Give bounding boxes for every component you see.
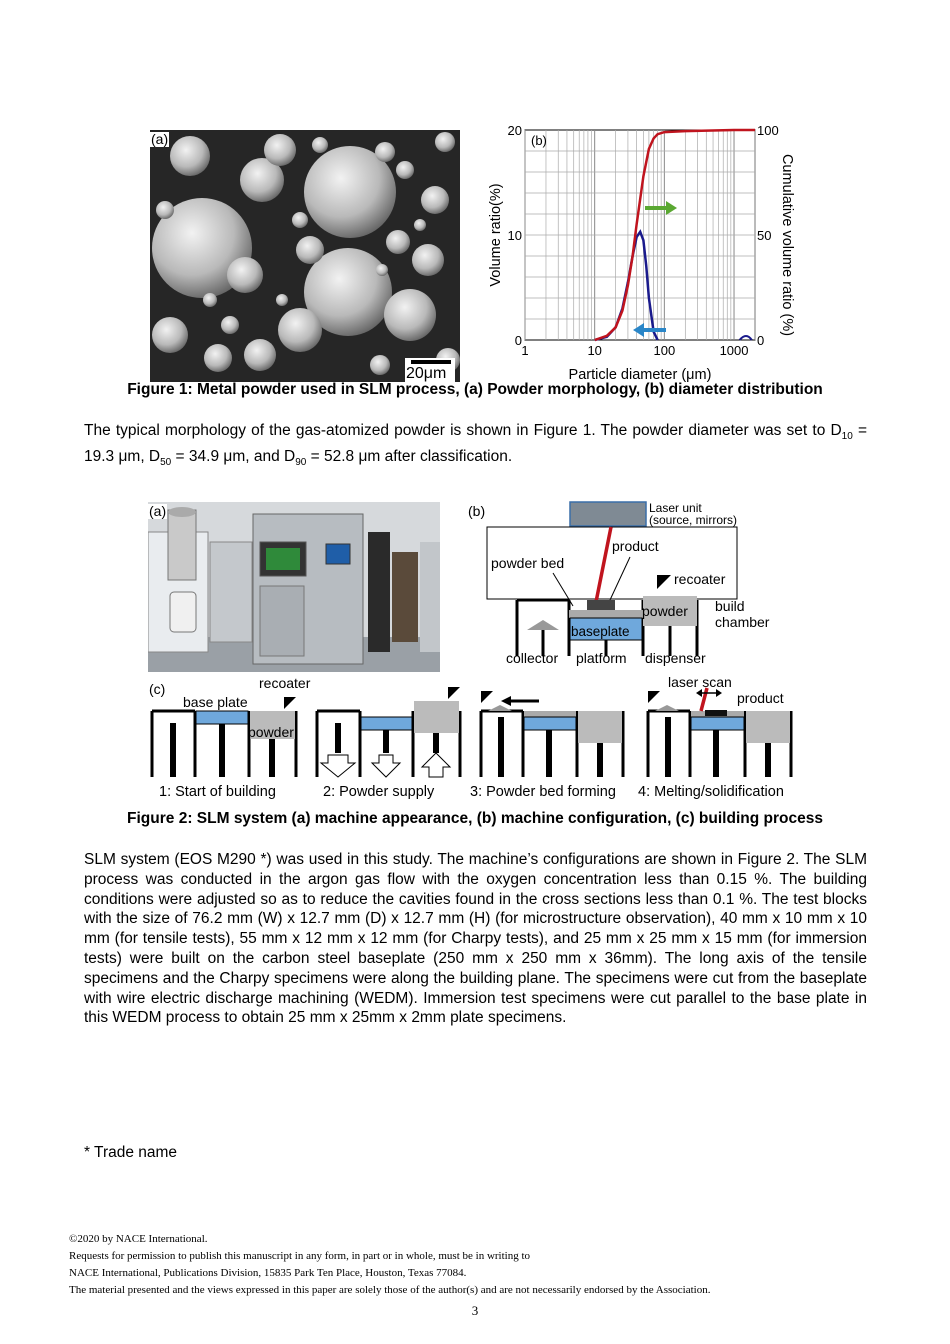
figure-2-caption: Figure 2: SLM system (a) machine appearance, (b) machine configuration, (c) building process <box>127 810 823 827</box>
scale-bar-label: 20μm <box>406 365 447 382</box>
laser-unit-sublabel: (source, mirrors) <box>649 513 738 527</box>
powder-label-c: powder <box>248 724 294 740</box>
x-tick-label: 1000 <box>719 343 749 358</box>
platform-label: platform <box>576 650 627 666</box>
recoater-label-c: recoater <box>259 675 311 691</box>
sem-powder-illustration <box>150 130 460 382</box>
paragraph-powder-diameter <box>84 421 867 473</box>
paragraph-slm-system: SLM system (EOS M290 *) was used in this study. The machine’s configurations are shown in Figure 2. The SLM process was conducted in the argon gas flow with the oxygen concentration less than 0.15 %. The building conditions were adjusted so as to reduce the cavities found in the cross sections less than 0.1 %. The test blocks with the size of 76.2 mm (W) x 12.7 mm (D) x 12.7 mm (H) (for microstructure observation), 40 mm x 10 mm x 10 mm (for tensile tests), 55 mm x 12 mm x 12 mm (for Charpy tests), and 25 mm x 25 mm x 15 mm (for immersion tests) were built on the carbon steel baseplate (250 mm x 250 mm x 36mm). The long axis of the tensile specimens and the Charpy specimens were along the building plane. The specimens were cut from the baseplate with wire electric discharge machining (WEDM). Immersion test specimens were cut parallel to the base plate in this WEDM process to obtain 25 mm x 25mm x 2mm plate specimens. <box>84 851 867 1027</box>
y-tick-label: 10 <box>507 228 522 243</box>
fig2-a-label: (a) <box>149 503 167 519</box>
step-3-label: 3: Powder bed forming <box>470 784 616 800</box>
dispenser-label: dispenser <box>645 650 706 666</box>
page-number: 3 <box>471 1303 479 1318</box>
d50-subscript: 50 <box>160 456 172 468</box>
build-label-1: build <box>715 598 745 614</box>
para1-text-3: = 34.9 μm, and D <box>171 447 296 465</box>
d90-subscript: 90 <box>295 456 307 468</box>
building-process-diagram <box>145 673 810 805</box>
laser-unit-label: Laser unit <box>649 501 702 515</box>
recoater-icon <box>657 575 671 589</box>
fig2-b-label: (b) <box>468 503 486 519</box>
step-4-label: 4: Melting/solidification <box>638 784 784 800</box>
machine-illustration <box>148 502 440 672</box>
step-2-label: 2: Powder supply <box>323 784 435 800</box>
trade-name-note: * Trade name <box>84 1144 178 1161</box>
para1-text-2: = 19.3 μm, D <box>84 422 868 465</box>
footer-disclaimer: The material presented and the views expressed in this paper are solely those of the author(s) and are not necessarily endorsed by the Association. <box>69 1284 711 1296</box>
powder-bed-layer <box>569 610 643 618</box>
x-tick-label: 100 <box>653 343 676 358</box>
baseplate-label: baseplate <box>571 624 630 639</box>
product-label-c: product <box>737 690 784 706</box>
machine-photo <box>148 502 440 672</box>
product-label: product <box>612 538 659 554</box>
recoater-label: recoater <box>674 571 726 587</box>
fig1-panel-b-label: (b) <box>531 133 547 148</box>
powder-bed-label: powder bed <box>491 555 565 571</box>
laser-beam <box>595 527 611 607</box>
laser-scan-label: laser scan <box>668 674 732 690</box>
laser-unit-box <box>570 502 646 526</box>
base-plate-label: base plate <box>183 694 248 710</box>
particle-size-chart <box>480 118 810 388</box>
footer-copyright: ©2020 by NACE International. <box>69 1233 208 1245</box>
figure-1-caption: Figure 1: Metal powder used in SLM process, (a) Powder morphology, (b) diameter distribution <box>127 381 823 398</box>
build-label-2: chamber <box>715 614 770 630</box>
y-tick-label: 20 <box>507 123 522 138</box>
footer-permission: Requests for permission to publish this manuscript in any form, in part or in whole, must be in writing to <box>69 1250 531 1262</box>
x-axis-label: Particle diameter (μm) <box>568 367 712 383</box>
step-2-diagram <box>317 687 460 777</box>
para1-text-1: The typical morphology of the gas-atomized powder is shown in Figure 1. The powder diameter was set to D <box>84 422 842 439</box>
product-pointer <box>610 557 630 600</box>
x-tick-label: 1 <box>521 343 529 358</box>
x-tick-label: 10 <box>587 343 602 358</box>
powder-label: powder <box>642 603 688 619</box>
para1-text-4: = 52.8 μm after classification. <box>306 447 513 465</box>
collector-label: collector <box>506 650 559 666</box>
step-1-label: 1: Start of building <box>159 784 276 800</box>
fig1-panel-a-label: (a) <box>151 131 169 147</box>
machine-configuration-diagram <box>465 500 785 672</box>
sem-powder-image <box>150 130 460 382</box>
y2-tick-label: 50 <box>757 228 772 243</box>
y2-tick-label: 100 <box>757 123 779 138</box>
collector-powder <box>527 620 559 630</box>
footer-address: NACE International, Publications Division, 15835 Park Ten Place, Houston, Texas 77084. <box>69 1267 467 1279</box>
step-3-diagram <box>481 691 623 777</box>
y2-tick-label: 0 <box>757 333 765 348</box>
d10-subscript: 10 <box>841 431 853 443</box>
y-axis-label: Volume ratio(%) <box>488 183 504 287</box>
y2-axis-label: Cumulative volume ratio (%) <box>779 153 795 337</box>
fig2-c-label: (c) <box>149 681 166 697</box>
y-tick-label: 0 <box>514 333 522 348</box>
